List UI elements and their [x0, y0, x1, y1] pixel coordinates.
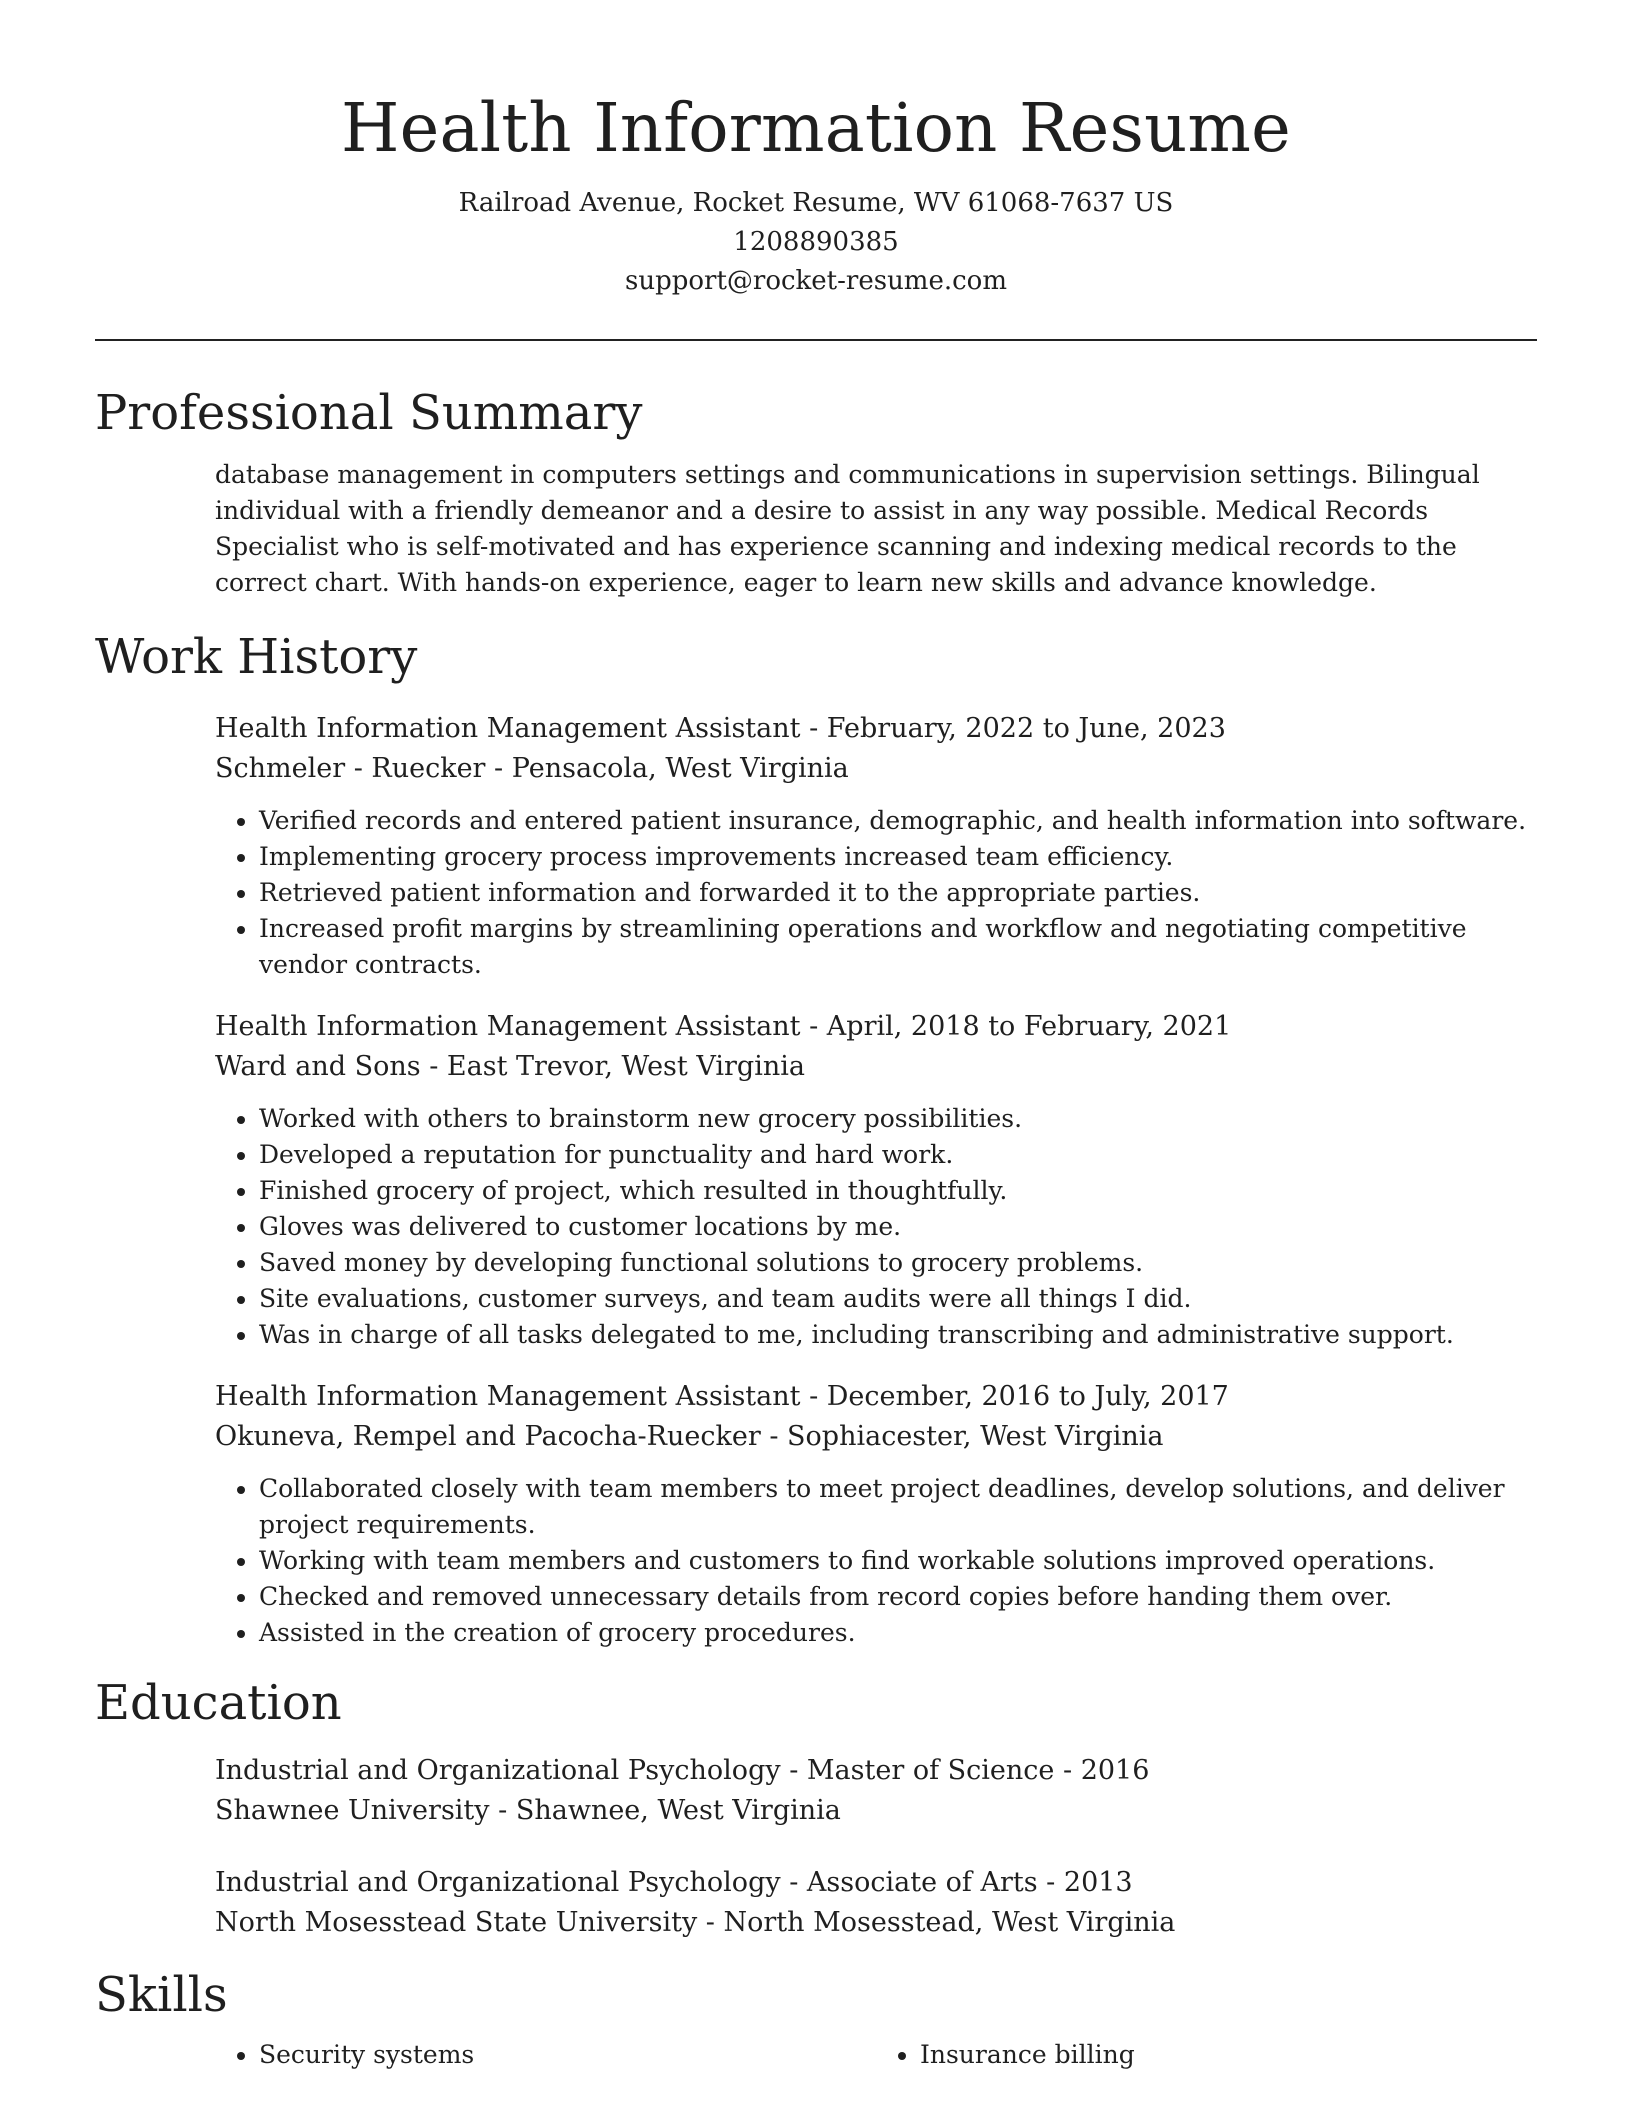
education-entry [215, 1751, 1537, 1831]
job-bullet: • Site evaluations, customer surveys, and team audits were all things I did. [259, 1281, 1537, 1317]
separator: - [800, 1011, 827, 1042]
job-company: Schmeler - Ruecker [215, 753, 486, 784]
separator: - [485, 753, 512, 784]
skills-column-right [876, 2037, 1537, 2073]
job-bullets [215, 1471, 1537, 1651]
job-company: Okuneva, Rempel and Pacocha-Ruecker [215, 1421, 761, 1452]
section-title-education: Education [95, 1675, 342, 1731]
header-divider [95, 339, 1537, 341]
skills-section [95, 1965, 1537, 2073]
education-field: Industrial and Organizational Psychology [215, 1755, 781, 1786]
job-dates: December, 2016 to July, 2017 [826, 1381, 1229, 1412]
job-bullet: • Verified records and entered patient insurance, demographic, and health information into software. [259, 803, 1537, 839]
job-entry [215, 1007, 1537, 1353]
resume-title: Health Information Resume [340, 89, 1292, 167]
job-bullet: • Saved money by developing functional solutions to grocery problems. [259, 1245, 1537, 1281]
job-bullets [215, 803, 1537, 983]
education-degree-line [215, 1751, 1537, 1791]
education-school-line [215, 1791, 1537, 1831]
separator: - [1037, 1867, 1064, 1898]
job-bullet: • Gloves was delivered to customer locations by me. [259, 1209, 1537, 1245]
job-entry [215, 1377, 1537, 1651]
separator: - [697, 1907, 724, 1938]
education-school: North Mosesstead State University [215, 1907, 698, 1938]
job-entry [215, 709, 1537, 983]
job-bullet: • Working with team members and customers to find workable solutions improved operations. [259, 1543, 1537, 1579]
education-location: Shawnee, West Virginia [515, 1795, 841, 1826]
job-bullet: • Assisted in the creation of grocery procedures. [259, 1615, 1537, 1651]
phone-number: 1208890385 [733, 227, 899, 257]
separator: - [760, 1421, 788, 1452]
job-company-line [215, 1417, 1537, 1457]
job-dates: February, 2022 to June, 2023 [826, 713, 1226, 744]
separator: - [780, 1867, 807, 1898]
job-bullet: • Implementing grocery process improvements increased team efficiency. [259, 839, 1537, 875]
job-company-line [215, 1047, 1537, 1087]
resume-header [0, 0, 1632, 301]
education-entry [215, 1863, 1537, 1943]
job-location: East Trevor, West Virginia [446, 1051, 805, 1082]
job-bullet: • Checked and removed unnecessary details from record copies before handing them over. [259, 1579, 1537, 1615]
education-location: North Mosesstead, West Virginia [723, 1907, 1176, 1938]
separator: - [800, 713, 827, 744]
summary-section [95, 383, 1537, 601]
education-degree-line [215, 1863, 1537, 1903]
skill-item: • Security systems [259, 2037, 876, 2073]
section-title-work-history: Work History [95, 629, 418, 685]
job-company: Ward and Sons [215, 1051, 421, 1082]
separator: - [780, 1755, 807, 1786]
education-school-line [215, 1903, 1537, 1943]
separator: - [800, 1381, 827, 1412]
job-bullets [215, 1101, 1537, 1353]
job-bullet: • Developed a reputation for punctuality and hard work. [259, 1137, 1537, 1173]
email-address: support@rocket-resume.com [624, 266, 1007, 296]
job-title-line [215, 709, 1537, 749]
education-school: Shawnee University [215, 1795, 490, 1826]
address: Railroad Avenue, Rocket Resume, WV 61068-7637 US [458, 188, 1174, 218]
summary-text: database management in computers settings and communications in supervision settings. Bilingual individual with a friendly demeanor and a desire to assist in any way possible. Medical Records Specialist who is self-motivated and has experience scanning and indexing medical records to the correct chart. With hands-on experience, eager to learn new skills and advance knowledge. [215, 460, 1480, 597]
job-position: Health Information Management Assistant [215, 1011, 801, 1042]
skill-item: • Insurance billing [920, 2037, 1537, 2073]
education-year: 2016 [1080, 1755, 1150, 1786]
education-field: Industrial and Organizational Psychology [215, 1867, 781, 1898]
separator: - [489, 1795, 516, 1826]
job-bullet: • Finished grocery of project, which resulted in thoughtfully. [259, 1173, 1537, 1209]
job-bullet: • Retrieved patient information and forwarded it to the appropriate parties. [259, 875, 1537, 911]
job-bullet: • Collaborated closely with team members to meet project deadlines, develop solutions, and deliver project requirements. [259, 1471, 1537, 1543]
job-bullet: • Worked with others to brainstorm new grocery possibilities. [259, 1101, 1537, 1137]
contact-info [0, 184, 1632, 301]
separator: - [420, 1051, 447, 1082]
job-position: Health Information Management Assistant [215, 1381, 801, 1412]
education-year: 2013 [1063, 1867, 1133, 1898]
skills-column-left [215, 2037, 876, 2073]
job-location: Pensacola, West Virginia [511, 753, 849, 784]
separator: - [1054, 1755, 1081, 1786]
job-location: Sophiacester, West Virginia [787, 1421, 1164, 1452]
section-title-skills: Skills [95, 1967, 228, 2023]
work-history-section [95, 627, 1537, 1651]
job-bullet: • Increased profit margins by streamlining operations and workflow and negotiating competitive vendor contracts. [259, 911, 1537, 983]
job-title-line [215, 1007, 1537, 1047]
skills-grid [215, 2037, 1537, 2073]
education-degree: Master of Science [806, 1755, 1055, 1786]
job-dates: April, 2018 to February, 2021 [826, 1011, 1232, 1042]
education-degree: Associate of Arts [806, 1867, 1038, 1898]
job-company-line [215, 749, 1537, 789]
job-position: Health Information Management Assistant [215, 713, 801, 744]
education-section [95, 1673, 1537, 1943]
section-title-summary: Professional Summary [95, 385, 643, 441]
job-title-line [215, 1377, 1537, 1417]
job-bullet: • Was in charge of all tasks delegated to me, including transcribing and administrative support. [259, 1317, 1537, 1353]
